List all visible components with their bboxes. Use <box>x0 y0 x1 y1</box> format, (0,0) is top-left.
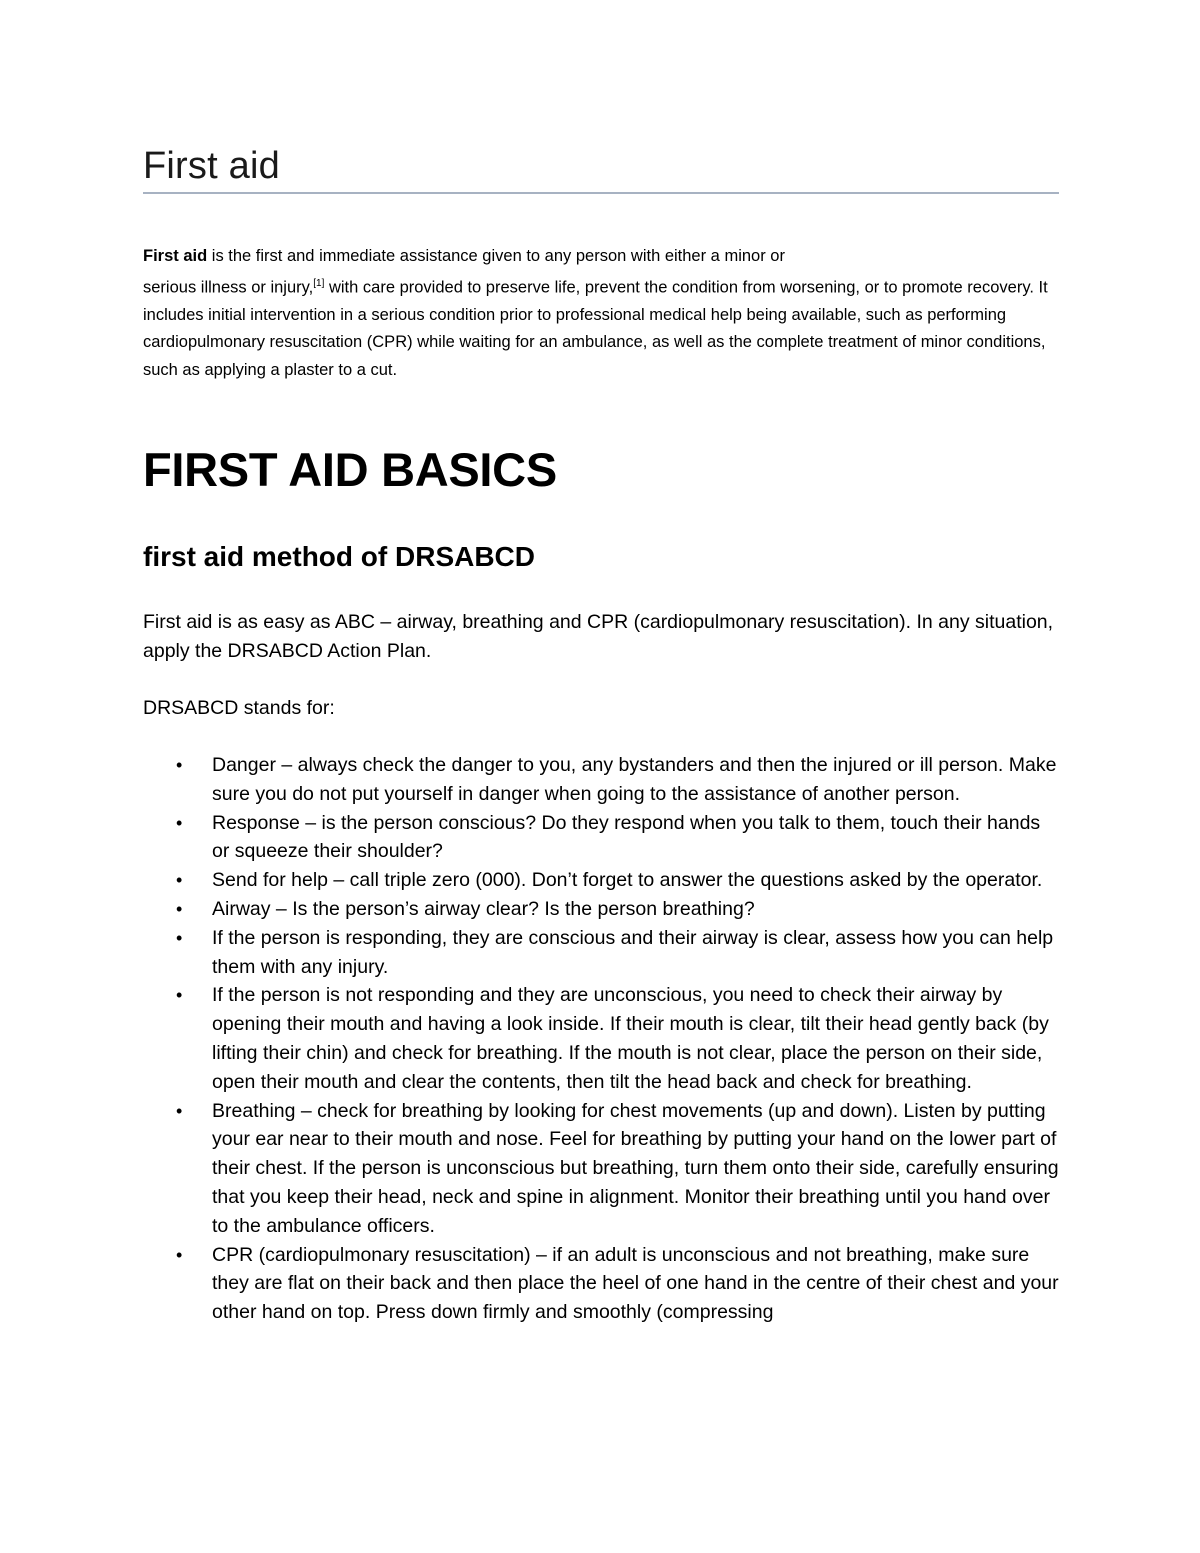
document-title: First aid <box>143 145 280 187</box>
list-item-text: If the person is not responding and they are unconscious, you need to check their airway by opening their mouth and having a look inside. If their mouth is clear, tilt their head gently back (by lifting their chin) and check for breathing. If the mouth is not clear, place the person on their side, open their mouth and clear the contents, then tilt the head back and check for breathing. <box>212 984 1049 1093</box>
stands-for-paragraph: DRSABCD stands for: <box>143 697 335 719</box>
intro-text-2: serious illness or injury, <box>143 278 314 297</box>
citation-marker[interactable]: [1] <box>313 278 325 290</box>
list-item <box>143 1097 1059 1241</box>
drsabcd-list <box>143 751 1059 1327</box>
list-item-text: Airway – Is the person’s airway clear? Is the person breathing? <box>212 897 755 920</box>
title-underline <box>143 192 1059 194</box>
list-item <box>143 1241 1059 1327</box>
bullet-icon: • <box>176 985 183 1006</box>
intro-lead: First aid <box>143 247 208 265</box>
intro-text-1: is the first and immediate assistance given to any person with either a minor or <box>207 247 785 265</box>
list-item <box>143 809 1059 867</box>
heading-first-aid-basics: FIRST AID BASICS <box>143 443 557 496</box>
list-item-text: Danger – always check the danger to you, any bystanders and then the injured or ill person. Make sure you do not put yourself in danger when going to the assistance of another person. <box>212 754 1057 805</box>
bullet-icon: • <box>176 1244 183 1265</box>
list-item-text: Breathing – check for breathing by looking for chest movements (up and down). Listen by putting your ear near to their mouth and nose. Feel for breathing by putting your hand on the lower part of their chest. If the person is unconscious but breathing, turn them onto their side, carefully ensuring that you keep their head, neck and spine in alignment. Monitor their breathing until you hand over to the ambulance officers. <box>212 1099 1059 1237</box>
list-item-text: Response – is the person conscious? Do they respond when you talk to them, touch their hands or squeeze their shoulder? <box>212 811 1041 863</box>
intro-text-3: with care provided to preserve life, prevent the condition from worsening, or to promote recovery. It includes initial intervention in a serious condition prior to professional medical help being available, such as performing cardiopulmonary resuscitation (CPR) while waiting for an ambulance, as well as the complete treatment of minor conditions, such as applying a plaster to a cut. <box>143 278 1048 379</box>
intro-paragraph <box>143 243 1059 384</box>
abc-paragraph: First aid is as easy as ABC – airway, breathing and CPR (cardiopulmonary resuscitation). In any situation, apply the DRSABCD Action Plan. <box>143 611 1054 662</box>
bullet-icon: • <box>176 927 183 948</box>
list-item-text: If the person is responding, they are conscious and their airway is clear, assess how you can help them with any injury. <box>212 926 1054 978</box>
list-item-text: Send for help – call triple zero (000). Don’t forget to answer the questions asked by the operator. <box>212 869 1043 892</box>
list-item <box>143 866 1059 895</box>
bullet-icon: • <box>176 755 183 775</box>
list-item <box>143 981 1059 1096</box>
list-item-text: CPR (cardiopulmonary resuscitation) – if an adult is unconscious and not breathing, make sure they are flat on their back and then place the heel of one hand in the centre of their chest and your other hand on top. Press down firmly and smoothly (compressing <box>212 1243 1059 1324</box>
list-item <box>143 895 1059 924</box>
bullet-icon: • <box>176 1100 183 1121</box>
list-item <box>143 924 1059 982</box>
heading-drsabcd-method: first aid method of DRSABCD <box>143 541 535 572</box>
bullet-icon: • <box>176 870 183 891</box>
bullet-icon: • <box>176 898 183 919</box>
bullet-icon: • <box>176 812 183 833</box>
list-item <box>143 751 1059 809</box>
